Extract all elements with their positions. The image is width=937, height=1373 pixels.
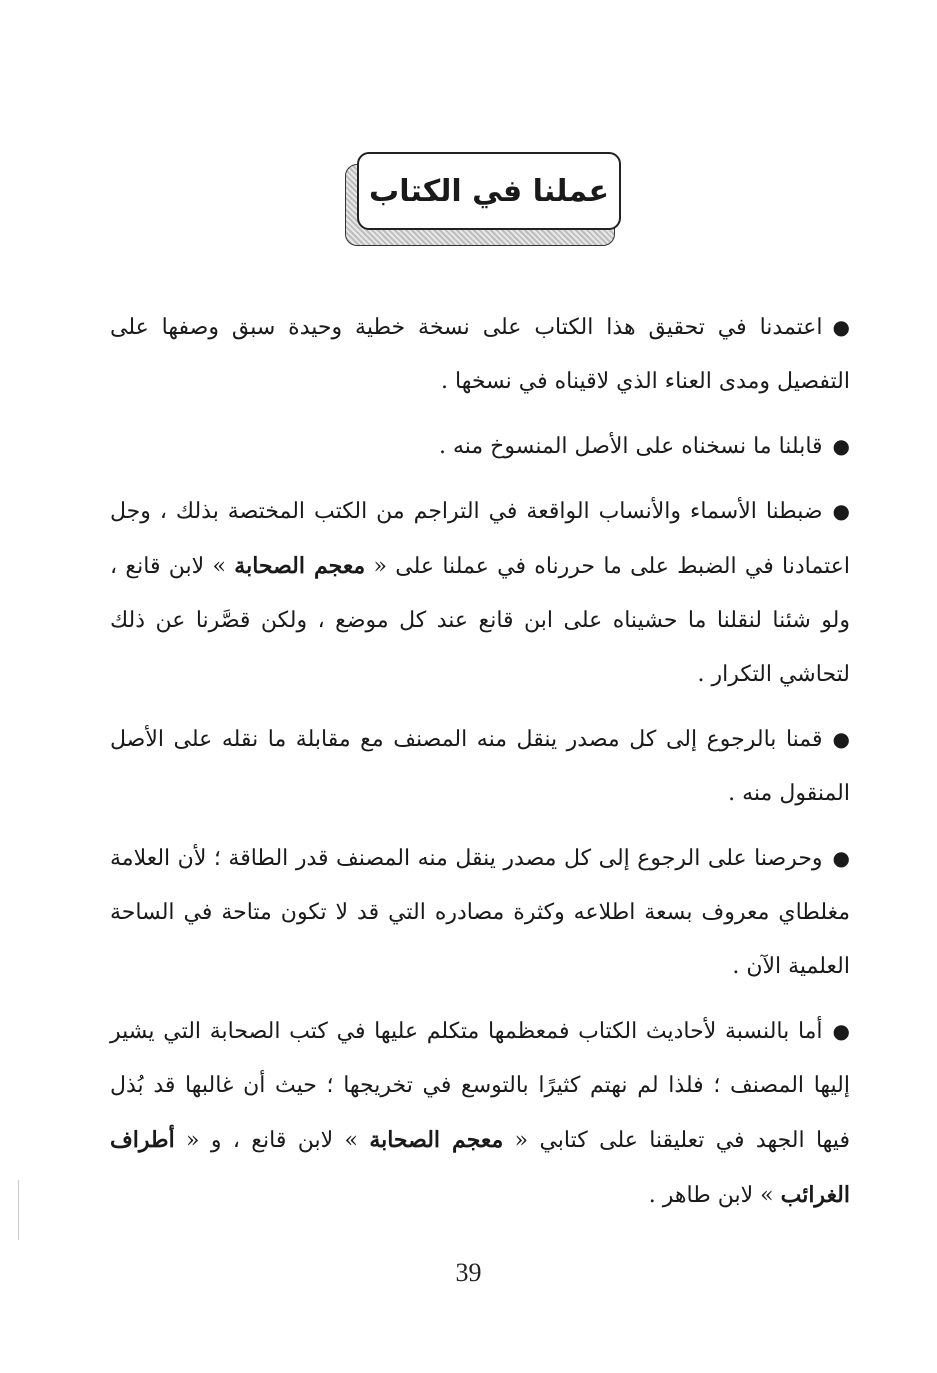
- paragraph-3-text-a: ضبطنا الأسماء والأنساب الواقعة في التراجم من الكتب المختصة بذلك ، وجل اعتمادنا في الضبط على ما حررناه في عملنا على «: [110, 499, 850, 579]
- paragraph-4: [110, 712, 850, 821]
- bullet-icon: ●: [832, 727, 850, 751]
- paragraph-1-text: اعتمدنا في تحقيق هذا الكتاب على نسخة خطية وحيدة سبق وصفها على التفصيل ومدى العناء الذي لاقيناه في نسخها .: [110, 315, 850, 394]
- book-title-mujam-al-sahaba: معجم الصحابة: [369, 1127, 504, 1153]
- scan-margin-mark: [18, 1180, 19, 1240]
- paragraph-6-text-a: أما بالنسبة لأحاديث الكتاب فمعظمها متكلم عليها في كتب الصحابة التي يشير إليها المصنف ؛ فلذا لم نهتم كثيرًا بالتوسع في تخريجها ؛ حيث أن غالبها قد بُذل فيها الجهد في تعليقنا على كتابي «: [110, 1019, 850, 1153]
- title-frame: [357, 152, 621, 230]
- paragraph-6-text-b: » لابن قانع ، و «: [186, 1128, 358, 1153]
- paragraph-3: [110, 484, 850, 702]
- bullet-icon: ●: [832, 499, 850, 523]
- paragraph-1: [110, 300, 850, 409]
- paragraph-5: [110, 831, 850, 994]
- paragraph-5-text: وحرصنا على الرجوع إلى كل مصدر ينقل منه المصنف قدر الطاقة ؛ لأن العلامة مغلطاي معروف بسعة اطلاعه وكثرة مصادره التي قد لا تكون متاحة في الساحة العلمية الآن .: [110, 846, 850, 979]
- paragraph-2-text: قابلنا ما نسخناه على الأصل المنسوخ منه .: [438, 434, 823, 459]
- bullet-icon: ●: [832, 846, 850, 870]
- paragraph-6: [110, 1004, 850, 1223]
- section-title: عملنا في الكتاب: [369, 173, 609, 209]
- paragraph-2: [110, 419, 850, 474]
- book-title-mujam-al-sahaba: معجم الصحابة: [234, 553, 366, 579]
- bullet-icon: ●: [832, 1019, 850, 1043]
- body-text: [110, 300, 850, 1233]
- paragraph-3-text-b: » لابن قانع ، ولو شئنا لنقلنا ما حشيناه على ابن قانع عند كل موضع ، ولكن قصَّرنا عن ذلك لتحاشي التكرار .: [110, 554, 850, 687]
- page-number: 39: [455, 1258, 482, 1287]
- paragraph-4-text: قمنا بالرجوع إلى كل مصدر ينقل منه المصنف مع مقابلة ما نقله على الأصل المنقول منه .: [110, 727, 850, 806]
- section-title-frame: [345, 152, 625, 248]
- bullet-icon: ●: [832, 315, 850, 339]
- bullet-icon: ●: [832, 434, 850, 458]
- paragraph-6-text-c: » لابن طاهر .: [648, 1183, 774, 1208]
- book-title-atraf-al-gharaib: أطراف الغرائب: [110, 1127, 850, 1208]
